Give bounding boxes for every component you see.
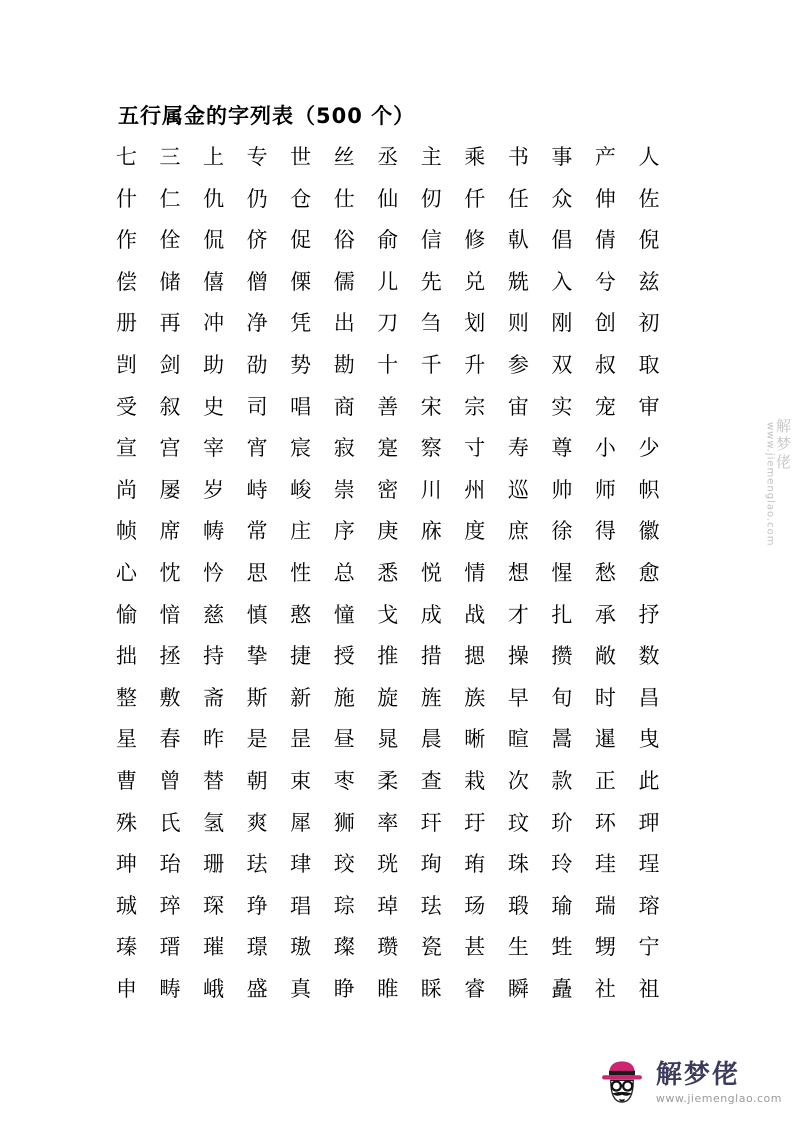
char-cell: 愁	[594, 560, 616, 585]
char-cell: 新	[290, 685, 312, 710]
char-cell: 审	[638, 394, 660, 419]
char-cell: 琤	[246, 893, 268, 918]
char-cell: 勘	[333, 352, 355, 377]
char-cell: 推	[377, 644, 399, 669]
char-cell: 冲	[203, 311, 225, 336]
char-cell: 盛	[246, 976, 268, 1001]
char-cell: 宰	[203, 436, 225, 461]
site-logo	[596, 1057, 782, 1109]
char-cell: 密	[377, 477, 399, 502]
char-cell: 凭	[290, 311, 312, 336]
char-cell: 得	[594, 519, 616, 544]
char-cell: 正	[594, 768, 616, 793]
char-cell: 珐	[246, 852, 268, 877]
char-cell: 整	[116, 685, 137, 710]
char-cell: 宋	[420, 394, 442, 419]
char-cell: 琸	[377, 893, 399, 918]
char-cell: 兮	[594, 269, 616, 294]
logo-text-block	[656, 1061, 782, 1105]
char-cell: 戈	[377, 602, 399, 627]
char-cell: 殊	[116, 810, 137, 835]
char-cell: 枣	[333, 768, 355, 793]
char-cell: 珪	[594, 852, 616, 877]
char-cell: 佐	[638, 186, 660, 211]
char-cell: 才	[507, 602, 529, 627]
char-cell: 储	[159, 269, 181, 294]
char-cell: 宸	[290, 436, 312, 461]
char-cell: 珛	[464, 852, 486, 877]
char-cell: 查	[420, 768, 442, 793]
char-cell: 暠	[551, 727, 573, 752]
char-cell: 愔	[159, 602, 181, 627]
char-cell: 憧	[333, 602, 355, 627]
char-cell: 束	[290, 768, 312, 793]
char-cell: 率	[377, 810, 399, 835]
char-cell: 憨	[290, 602, 312, 627]
char-cell: 氏	[159, 810, 181, 835]
char-cell: 州	[464, 477, 486, 502]
char-cell: 珆	[159, 852, 181, 877]
char-cell: 款	[551, 768, 573, 793]
char-cell: 瑜	[551, 893, 573, 918]
char-cell: 惺	[551, 560, 573, 585]
char-cell: 庶	[507, 519, 529, 544]
char-cell: 徐	[551, 519, 573, 544]
char-cell: 此	[638, 768, 660, 793]
char-cell: 僖	[203, 269, 225, 294]
char-cell: 倩	[594, 228, 616, 253]
char-cell: 旋	[377, 685, 399, 710]
char-cell: 尊	[551, 436, 573, 461]
char-cell: 攒	[551, 644, 573, 669]
char-cell: 晰	[464, 727, 486, 752]
char-cell: 时	[594, 685, 616, 710]
char-cell: 慈	[203, 602, 225, 627]
char-cell: 柔	[377, 768, 399, 793]
char-cell: 净	[246, 311, 268, 336]
char-cell: 昰	[290, 727, 312, 752]
char-cell: 宫	[159, 436, 181, 461]
char-cell: 初	[638, 311, 660, 336]
char-cell: 察	[420, 436, 442, 461]
char-cell: 徽	[638, 519, 660, 544]
char-cell: 瑖	[507, 893, 529, 918]
char-cell: 想	[507, 560, 529, 585]
char-cell: 宠	[594, 394, 616, 419]
char-cell: 刚	[551, 311, 573, 336]
char-cell: 环	[594, 810, 616, 835]
char-cell: 犀	[290, 810, 312, 835]
char-cell: 受	[116, 394, 137, 419]
char-cell: 拯	[159, 644, 181, 669]
char-cell: 仕	[333, 186, 355, 211]
char-cell: 史	[203, 394, 225, 419]
char-cell: 叙	[159, 394, 181, 419]
char-cell: 爽	[246, 810, 268, 835]
char-cell: 珹	[116, 893, 137, 918]
char-cell: 斋	[203, 685, 225, 710]
char-cell: 愈	[638, 560, 660, 585]
char-cell: 悦	[420, 560, 442, 585]
char-cell: 商	[333, 394, 355, 419]
char-cell: 旌	[420, 685, 442, 710]
char-cell: 宙	[507, 394, 529, 419]
char-cell: 兟	[507, 269, 529, 294]
char-cell: 崇	[333, 477, 355, 502]
char-cell: 扎	[551, 602, 573, 627]
char-cell: 玕	[420, 810, 442, 835]
char-cell: 侪	[246, 228, 268, 253]
char-cell: 众	[551, 186, 573, 211]
char-cell: 专	[246, 145, 268, 169]
char-cell: 作	[116, 228, 137, 253]
char-cell: 祖	[638, 976, 660, 1001]
char-cell: 仁	[159, 186, 181, 211]
char-cell: 璨	[333, 935, 355, 960]
char-cell: 峻	[290, 477, 312, 502]
char-cell: 什	[116, 186, 137, 211]
char-cell: 序	[333, 519, 355, 544]
logo-site-url: www.jiemenglao.com	[655, 1091, 782, 1105]
char-cell: 星	[116, 727, 137, 752]
char-cell: 珵	[638, 852, 660, 877]
char-cell: 伸	[594, 186, 616, 211]
char-cell: 捷	[290, 644, 312, 669]
char-cell: 成	[420, 602, 442, 627]
char-cell: 俞	[377, 228, 399, 253]
char-cell: 小	[594, 436, 616, 461]
char-cell: 划	[464, 311, 486, 336]
char-cell: 曾	[159, 768, 181, 793]
char-cell: 旬	[551, 685, 573, 710]
char-cell: 性	[290, 560, 312, 585]
char-cell: 宵	[246, 436, 268, 461]
char-cell: 族	[464, 685, 486, 710]
char-cell: 人	[638, 145, 660, 169]
char-cell: 寂	[333, 436, 355, 461]
char-cell: 晁	[377, 727, 399, 752]
char-cell: 昌	[638, 685, 660, 710]
char-cell: 珊	[203, 852, 225, 877]
char-cell: 承	[594, 602, 616, 627]
char-cell: 儿	[377, 269, 399, 294]
char-cell: 唱	[290, 394, 312, 419]
char-cell: 屡	[159, 477, 181, 502]
char-cell: 寿	[507, 436, 529, 461]
char-cell: 实	[551, 394, 573, 419]
char-cell: 司	[246, 394, 268, 419]
char-cell: 度	[464, 519, 486, 544]
char-grid	[116, 137, 682, 1010]
char-cell: 氢	[203, 810, 225, 835]
char-cell: 帱	[203, 519, 225, 544]
char-cell: 取	[638, 352, 660, 377]
char-cell: 丝	[333, 145, 355, 169]
char-cell: 事	[551, 145, 573, 169]
char-cell: 师	[594, 477, 616, 502]
char-cell: 入	[551, 269, 573, 294]
char-cell: 帜	[638, 477, 660, 502]
side-watermark-site-url: www.jiemenglao.com	[764, 422, 776, 547]
char-cell: 珒	[290, 852, 312, 877]
char-cell: 瞬	[507, 976, 529, 1001]
char-cell: 曹	[116, 768, 137, 793]
char-cell: 暹	[594, 727, 616, 752]
char-cell: 仟	[464, 186, 486, 211]
side-watermark-site-name: 解梦佬	[774, 418, 792, 472]
char-cell: 刀	[377, 311, 399, 336]
char-cell: 甥	[594, 935, 616, 960]
char-cell: 授	[333, 644, 355, 669]
char-cell: 替	[203, 768, 225, 793]
char-cell: 玲	[551, 852, 573, 877]
char-cell: 兑	[464, 269, 486, 294]
char-cell: 次	[507, 768, 529, 793]
char-cell: 善	[377, 394, 399, 419]
char-cell: 忴	[203, 560, 225, 585]
char-cell: 珣	[420, 852, 442, 877]
char-cell: 珐	[420, 893, 442, 918]
char-cell: 狮	[333, 810, 355, 835]
char-cell: 宗	[464, 394, 486, 419]
char-cell: 信	[420, 228, 442, 253]
char-cell: 甚	[464, 935, 486, 960]
char-cell: 忱	[159, 560, 181, 585]
jiemenglao-face-icon	[596, 1057, 648, 1109]
char-cell: 助	[203, 352, 225, 377]
char-cell: 璀	[203, 935, 225, 960]
char-cell: 倡	[551, 228, 573, 253]
char-cell: 玾	[638, 810, 660, 835]
page-title: 五行属金的字列表（500 个）	[118, 104, 416, 128]
char-cell: 寸	[464, 436, 486, 461]
char-cell: 琩	[290, 893, 312, 918]
char-cell: 思	[246, 560, 268, 585]
char-cell: 珠	[507, 852, 529, 877]
char-cell: 申	[116, 976, 137, 1001]
char-cell: 悉	[377, 560, 399, 585]
char-cell: 措	[420, 644, 442, 669]
char-cell: 偿	[116, 269, 137, 294]
char-cell: 参	[507, 352, 529, 377]
char-cell: 出	[333, 311, 355, 336]
char-cell: 兹	[638, 269, 660, 294]
char-cell: 瑨	[159, 935, 181, 960]
char-cell: 瑞	[594, 893, 616, 918]
char-cell: 乘	[464, 145, 486, 169]
char-cell: 栽	[464, 768, 486, 793]
char-cell: 敷	[159, 685, 181, 710]
char-cell: 玟	[507, 810, 529, 835]
char-cell: 情	[464, 560, 486, 585]
char-cell: 玗	[464, 810, 486, 835]
char-cell: 揌	[464, 644, 486, 669]
char-cell: 琮	[333, 893, 355, 918]
char-cell: 帅	[551, 477, 573, 502]
char-cell: 七	[116, 145, 137, 169]
char-cell: 倝	[507, 228, 529, 253]
char-cell: 瑢	[638, 893, 660, 918]
char-cell: 峙	[246, 477, 268, 502]
char-cell: 侃	[203, 228, 225, 253]
char-cell: 慎	[246, 602, 268, 627]
char-cell: 施	[333, 685, 355, 710]
char-cell: 睢	[377, 976, 399, 1001]
char-cell: 是	[246, 727, 268, 752]
char-cell: 剀	[116, 352, 137, 377]
char-cell: 双	[551, 352, 573, 377]
char-cell: 佺	[159, 228, 181, 253]
char-cell: 仓	[290, 186, 312, 211]
char-cell: 早	[507, 685, 529, 710]
char-cell: 劭	[246, 352, 268, 377]
char-cell: 珓	[333, 852, 355, 877]
char-cell: 睿	[464, 976, 486, 1001]
char-cell: 帧	[116, 519, 137, 544]
char-cell: 睬	[420, 976, 442, 1001]
char-cell: 社	[594, 976, 616, 1001]
char-cell: 畴	[159, 976, 181, 1001]
char-cell: 生	[507, 935, 529, 960]
char-cell: 睁	[333, 976, 355, 1001]
char-cell: 操	[507, 644, 529, 669]
char-cell: 挚	[246, 644, 268, 669]
char-cell: 常	[246, 519, 268, 544]
char-cell: 庄	[290, 519, 312, 544]
char-cell: 川	[420, 477, 442, 502]
char-cell: 抒	[638, 602, 660, 627]
char-cell: 宣	[116, 436, 137, 461]
char-cell: 斯	[246, 685, 268, 710]
side-watermark	[764, 418, 790, 546]
char-cell: 傈	[290, 269, 312, 294]
char-cell: 岁	[203, 477, 225, 502]
char-cell: 上	[203, 145, 225, 169]
char-cell: 愉	[116, 602, 137, 627]
char-cell: 总	[333, 560, 355, 585]
char-cell: 世	[290, 145, 312, 169]
char-cell: 剑	[159, 352, 181, 377]
char-cell: 仙	[377, 186, 399, 211]
char-cell: 创	[594, 311, 616, 336]
char-cell: 宁	[638, 935, 660, 960]
char-cell: 璟	[246, 935, 268, 960]
char-cell: 晨	[420, 727, 442, 752]
char-cell: 真	[290, 976, 312, 1001]
char-cell: 庚	[377, 519, 399, 544]
char-cell: 敞	[594, 644, 616, 669]
char-cell: 庥	[420, 519, 442, 544]
char-cell: 寔	[377, 436, 399, 461]
char-cell: 十	[377, 352, 399, 377]
char-cell: 巡	[507, 477, 529, 502]
char-cell: 倪	[638, 228, 660, 253]
char-cell: 俗	[333, 228, 355, 253]
char-cell: 昼	[333, 727, 355, 752]
char-cell: 拙	[116, 644, 137, 669]
char-cell: 叔	[594, 352, 616, 377]
char-cell: 尚	[116, 477, 137, 502]
char-cell: 朝	[246, 768, 268, 793]
char-cell: 千	[420, 352, 442, 377]
char-cell: 峨	[203, 976, 225, 1001]
char-cell: 瓷	[420, 935, 442, 960]
char-cell: 春	[159, 727, 181, 752]
char-cell: 矗	[551, 976, 573, 1001]
char-cell: 瑧	[116, 935, 137, 960]
char-cell: 珅	[116, 852, 137, 877]
char-cell: 玠	[551, 810, 573, 835]
char-cell: 促	[290, 228, 312, 253]
char-cell: 璈	[290, 935, 312, 960]
char-cell: 席	[159, 519, 181, 544]
char-cell: 甡	[551, 935, 573, 960]
logo-site-name: 解梦佬	[655, 1060, 740, 1091]
char-cell: 则	[507, 311, 529, 336]
char-cell: 再	[159, 311, 181, 336]
char-cell: 仍	[246, 186, 268, 211]
char-cell: 昨	[203, 727, 225, 752]
char-cell: 少	[638, 436, 660, 461]
char-cell: 瓒	[377, 935, 399, 960]
char-cell: 势	[290, 352, 312, 377]
char-cell: 曳	[638, 727, 660, 752]
char-cell: 珖	[377, 852, 399, 877]
char-cell: 战	[464, 602, 486, 627]
char-cell: 心	[116, 560, 137, 585]
char-cell: 修	[464, 228, 486, 253]
char-cell: 琗	[159, 893, 181, 918]
char-cell: 三	[159, 145, 181, 169]
char-cell: 书	[507, 145, 529, 169]
char-cell: 数	[638, 644, 660, 669]
char-cell: 先	[420, 269, 442, 294]
char-cell: 册	[116, 311, 137, 336]
char-cell: 儒	[333, 269, 355, 294]
char-cell: 仇	[203, 186, 225, 211]
char-cell: 琛	[203, 893, 225, 918]
char-cell: 玚	[464, 893, 486, 918]
char-cell: 僧	[246, 269, 268, 294]
char-cell: 持	[203, 644, 225, 669]
char-cell: 主	[420, 145, 442, 169]
char-cell: 升	[464, 352, 486, 377]
char-cell: 任	[507, 186, 529, 211]
char-cell: 刍	[420, 311, 442, 336]
char-cell: 产	[594, 145, 616, 169]
char-cell: 暄	[507, 727, 529, 752]
char-cell: 丞	[377, 145, 399, 169]
char-cell: 仞	[420, 186, 442, 211]
